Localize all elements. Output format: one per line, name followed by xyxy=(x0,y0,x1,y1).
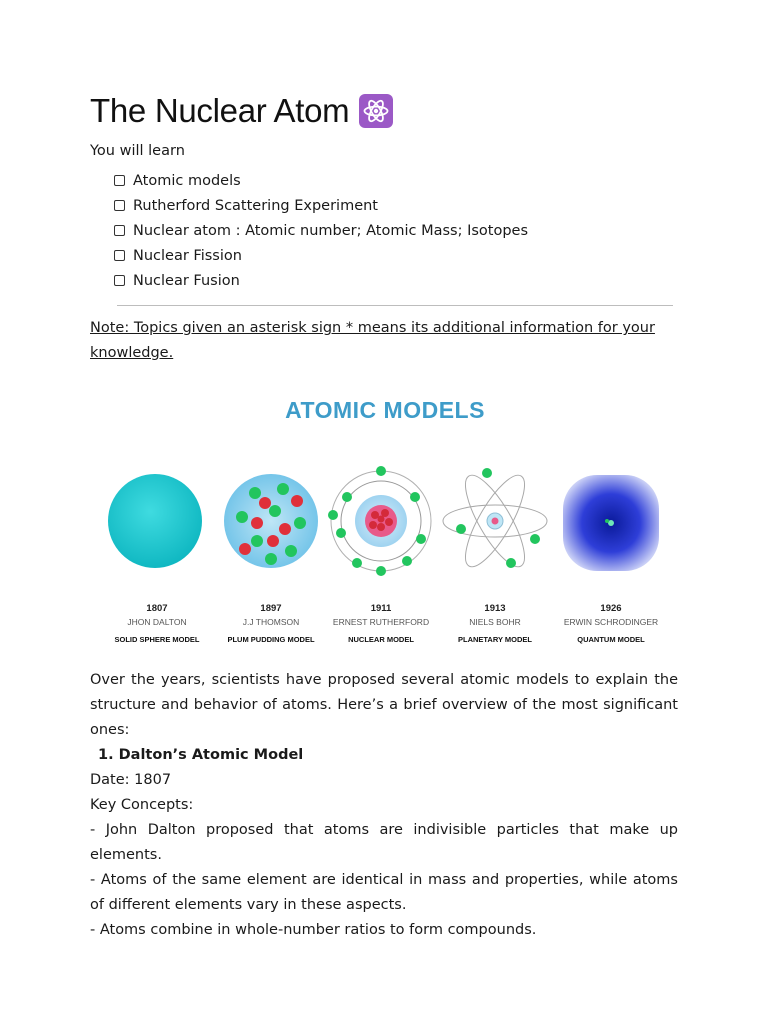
concept-point: - Atoms of the same element are identical in mass and properties, while atoms of different elements vary in these aspects. xyxy=(90,872,678,913)
checkbox[interactable] xyxy=(114,275,125,286)
rutherford-nuclear-model xyxy=(328,466,431,576)
checklist-item-label: Nuclear Fission xyxy=(133,247,242,264)
checklist-item-label: Rutherford Scattering Experiment xyxy=(133,197,378,214)
thomson-plum-pudding xyxy=(224,474,318,568)
atom-symbol-icon xyxy=(359,94,393,128)
checklist-item-label: Atomic models xyxy=(133,172,241,189)
model-label xyxy=(551,603,671,644)
checklist-item xyxy=(114,243,528,268)
model-scientist: NIELS BOHR xyxy=(469,617,521,627)
checklist-item xyxy=(114,218,528,243)
model-scientist: ERWIN SCHRODINGER xyxy=(563,617,659,627)
model-year: 1926 xyxy=(600,603,622,614)
figure-title: ATOMIC MODELS xyxy=(285,397,485,423)
model-type: NUCLEAR MODEL xyxy=(348,635,414,644)
model-label xyxy=(321,603,441,644)
checklist-item-label: Nuclear Fusion xyxy=(133,272,240,289)
dalton-solid-sphere xyxy=(108,474,202,568)
model-type: PLANETARY MODEL xyxy=(457,635,533,644)
model-year: 1807 xyxy=(146,603,168,614)
page-title: The Nuclear Atom xyxy=(90,92,350,129)
model-type: QUANTUM MODEL xyxy=(577,635,645,644)
checkbox[interactable] xyxy=(114,250,125,261)
atomic-models-illustration xyxy=(95,455,675,585)
checkbox[interactable] xyxy=(114,200,125,211)
checklist-item xyxy=(114,168,528,193)
model-label xyxy=(435,603,555,644)
model-type: PLUM PUDDING MODEL xyxy=(227,635,315,644)
checklist-item xyxy=(114,193,528,218)
key-concepts-label: Key Concepts: xyxy=(90,797,194,813)
section-heading: 1. Dalton’s Atomic Model xyxy=(98,747,304,763)
model-label xyxy=(97,603,217,644)
intro-text: You will learn xyxy=(90,143,185,159)
model-type: SOLID SPHERE MODEL xyxy=(114,635,200,644)
model-scientist: J.J THOMSON xyxy=(242,617,300,627)
section-date: Date: 1807 xyxy=(90,772,172,788)
checklist-item xyxy=(114,268,528,293)
model-year: 1897 xyxy=(260,603,282,614)
learning-checklist xyxy=(114,168,528,293)
model-label xyxy=(211,603,331,644)
body-text xyxy=(90,668,678,943)
checkbox[interactable] xyxy=(114,225,125,236)
concept-point: - Atoms combine in whole-number ratios to form compounds. xyxy=(90,922,537,938)
checklist-item-label: Nuclear atom : Atomic number; Atomic Mass; Isotopes xyxy=(133,222,529,239)
divider xyxy=(117,305,673,306)
bohr-planetary-model xyxy=(443,468,547,574)
concept-point: - John Dalton proposed that atoms are indivisible particles that make up elements. xyxy=(90,822,678,863)
model-scientist: ERNEST RUTHERFORD xyxy=(332,617,430,627)
title-row xyxy=(90,92,393,130)
checkbox[interactable] xyxy=(114,175,125,186)
model-year: 1913 xyxy=(484,603,506,614)
atomic-models-figure xyxy=(95,385,675,655)
body-intro-paragraph: Over the years, scientists have proposed several atomic models to explain the structure and behavior of atoms. Here’s a brief overview of the most significant ones: xyxy=(90,672,678,738)
schrodinger-quantum-model xyxy=(563,475,659,571)
model-year: 1911 xyxy=(370,603,392,614)
model-scientist: JHON DALTON xyxy=(127,617,187,627)
note-text: Note: Topics given an asterisk sign * means its additional information for your knowledge. xyxy=(90,320,655,361)
